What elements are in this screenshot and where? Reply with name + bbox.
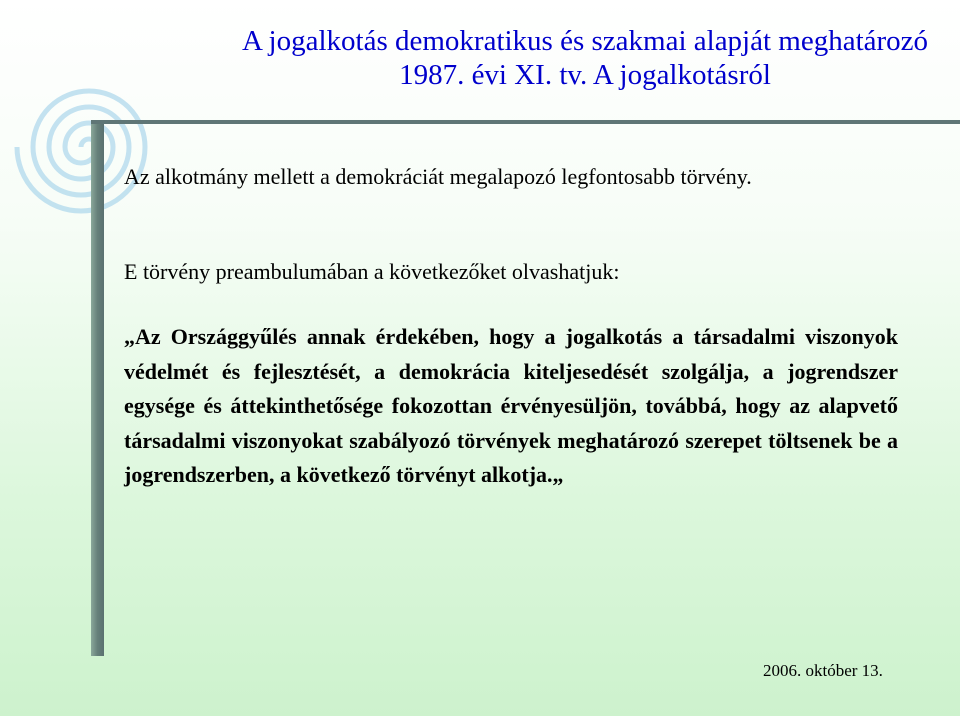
slide-title: A jogalkotás demokratikus és szakmai alapját meghatározó 1987. évi XI. tv. A jogalkotásról bbox=[241, 25, 929, 91]
decorative-horizontal-bar bbox=[91, 120, 960, 124]
intro-paragraph: Az alkotmány mellett a demokráciát megalapozó legfontosabb törvény. bbox=[124, 164, 752, 189]
slide-date: 2006. október 13. bbox=[763, 661, 883, 680]
decorative-vertical-bar bbox=[91, 120, 104, 656]
preamble-quote: „Az Országgyűlés annak érdekében, hogy a jogalkotás a társadalmi viszonyok védelmét és fejlesztését, a demokrácia kiteljesedését szolgálja, a jogrendszer egysége és áttekinthetősége fokozottan érvényesüljön, továbbá, hogy az alapvető társadalmi viszonyokat szabályozó törvények meghatározó szerepet töltsenek be a jogrendszerben, a következő törvényt alkotja.„ bbox=[124, 324, 898, 487]
spiral-icon bbox=[14, 55, 164, 230]
preamble-intro: E törvény preambulumában a következőket olvashatjuk: bbox=[124, 259, 620, 284]
